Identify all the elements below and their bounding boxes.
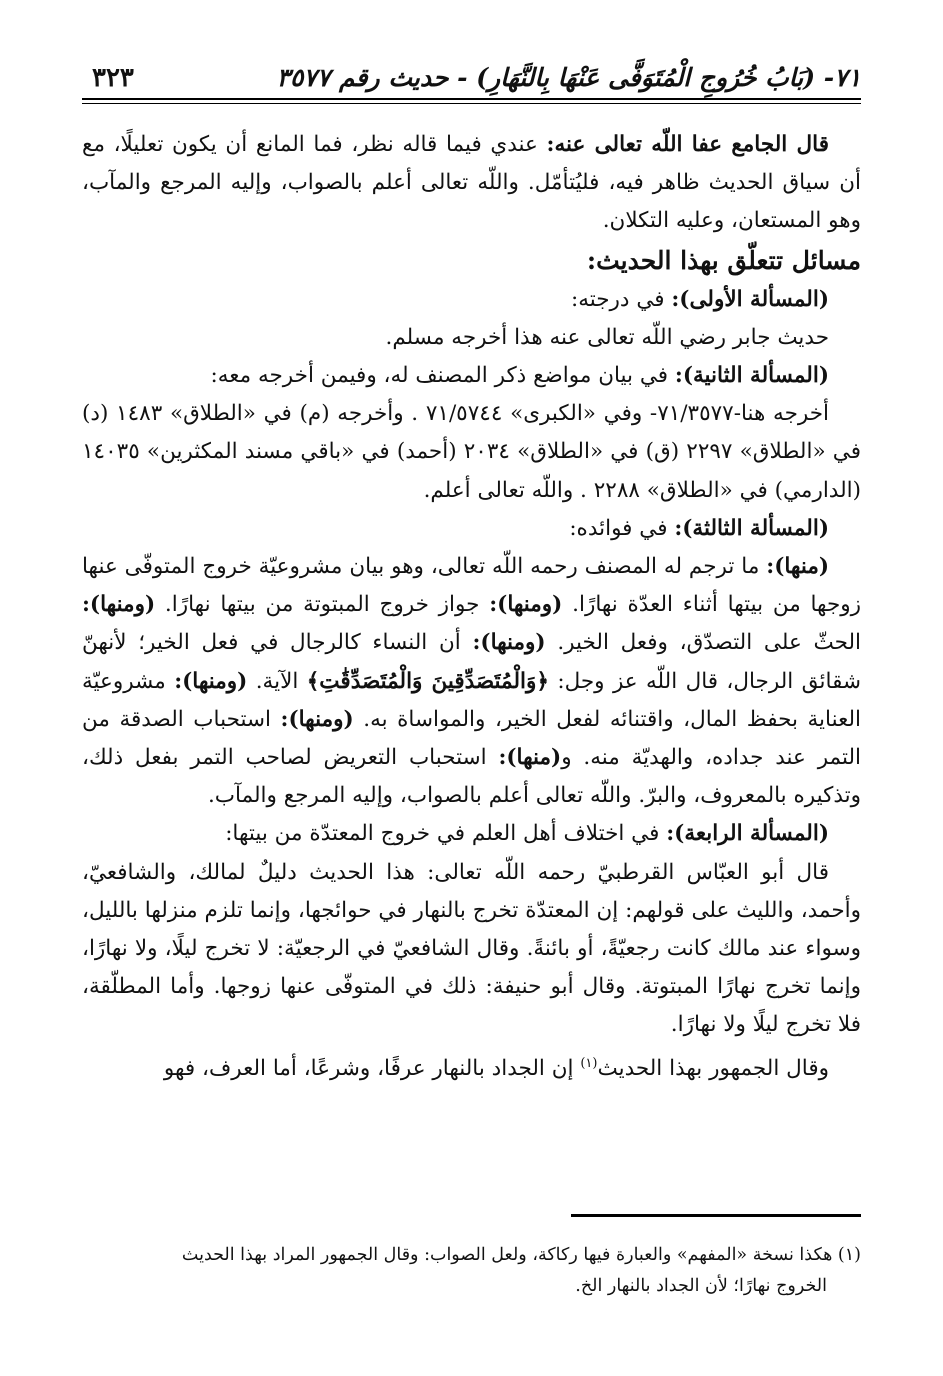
- question-3: [82, 510, 861, 548]
- page-number: ٣٢٣: [92, 63, 134, 93]
- footnote-ref[interactable]: (١): [580, 1055, 598, 1071]
- header-rule: [82, 98, 861, 104]
- final-paragraph: [82, 1045, 861, 1088]
- main-text: [82, 126, 861, 1088]
- benefit-label: (منها):: [766, 554, 830, 580]
- final-text-start: وقال الجمهور بهذا الحديث: [597, 1055, 829, 1081]
- question-2-label: (المسألة الثانية):: [674, 363, 829, 389]
- question-2: [82, 357, 861, 395]
- benefit-label: (ومنها):: [174, 668, 248, 694]
- footnote-line-1: (١) هكذا نسخة «المفهم» والعبارة فيها ركاكة، ولعل الصواب: وقال الجمهور المراد بهذا الحديث: [181, 1245, 861, 1265]
- question-1: [82, 281, 861, 319]
- benefit-text: ما ترجم له المصنف رحمه اللّه تعالى، وهو بيان مشروعيّة خروج المتوفّى عنها زوجها من بيتها أثناء العدّة نهارًا.: [82, 554, 861, 618]
- benefit-text: مشروعيّة العناية بحفظ المال، واقتنائه لفعل الخير، والمواساة به.: [82, 668, 861, 732]
- question-3-body: [82, 548, 861, 815]
- footnote: [82, 1240, 861, 1302]
- question-2-text: في بيان مواضع ذكر المصنف له، وفيمن أخرجه معه:: [210, 363, 669, 389]
- benefit-label: (منها):: [498, 745, 562, 771]
- question-4-body: قال أبو العبّاس القرطبيّ رحمه اللّه تعالى: هذا الحديث دليلٌ لمالك، والشافعيّ، وأحمد، والليث على قولهم: إن المعتدّة تخرج بالنهار في حوائجها، وإنما تلزم منزلها بالليل، وسواء عند مالك كانت رجعيّةً، أو بائنةً. وقال الشافعيّ في الرجعيّة: لا تخرج ليلًا، ولا نهارًا، وإنما تخرج نهارًا المبتوتة. وقال أبو حنيفة: ذلك في المتوفّى عنها زوجها. وأما المطلّقة، فلا تخرج ليلًا ولا نهارًا.: [82, 859, 861, 1038]
- benefit-label: (ومنها):: [472, 630, 546, 656]
- benefit-label: (ومنها):: [280, 706, 354, 732]
- question-1-body: حديث جابر رضي اللّه تعالى عنه هذا أخرجه مسلم.: [385, 324, 829, 350]
- question-4: [82, 815, 861, 853]
- chapter-title: ٧١- (بَابُ خُرُوجِ الْمُتَوَفَّى عَنْهَا بِالنَّهَارِ) - حديث رقم ٣٥٧٧: [276, 63, 861, 92]
- benefit-text: استحباب الصدقة من التمر عند جداده، والهديّة منه. و: [82, 706, 862, 771]
- question-1-label: (المسألة الأولى):: [671, 286, 829, 312]
- benefit-text: أن النساء كالرجال في فعل الخير؛ لأنهنّ شقائق الرجال، قال اللّه عز وجل:: [82, 630, 861, 694]
- footnote-rule: [571, 1214, 861, 1217]
- benefit-text: الحثّ على التصدّق، وفعل الخير.: [557, 630, 861, 656]
- quran-verse: ﴿وَالْمُتَصَدِّقِينَ وَالْمُتَصَدِّقَٰتِ﴾: [306, 668, 549, 694]
- intro-text: عندي فيما قاله نظر، فما المانع أن يكون تعليلًا، مع أن سياق الحديث ظاهر فيه، فليُتأمّل. واللّه تعالى أعلم بالصواب، وإليه المرجع والمآب، وهو المستعان، وعليه التكلان.: [82, 132, 861, 234]
- running-header: [82, 58, 861, 96]
- question-2-body: أخرجه هنا-٧١/٣٥٧٧- وفي «الكبرى» ٧١/٥٧٤٤ . وأخرجه (م) في «الطلاق» ١٤٨٣ (د) في «الطلاق» ٢٢٩٧ (ق) في «الطلاق» ٢٠٣٤ (أحمد) في «باقي مسند المكثرين» ١٤٠٣٥ (الدارمي) في «الطلاق» ٢٢٨٨ . واللّه تعالى أعلم.: [82, 401, 861, 503]
- compiler-label: قال الجامع عفا اللّه تعالى عنه:: [546, 132, 830, 157]
- question-4-text: في اختلاف أهل العلم في خروج المعتدّة من بيتها:: [225, 821, 660, 847]
- benefit-text: الآية.: [255, 668, 299, 694]
- final-text-end: إن الجداد بالنهار عرفًا، وشرعًا، أما العرف، فهو: [163, 1055, 574, 1081]
- benefit-label: (ومنها):: [82, 592, 156, 618]
- paragraph-intro: [82, 126, 861, 241]
- question-4-label: (المسألة الرابعة):: [666, 821, 829, 847]
- question-3-text: في فوائده:: [569, 515, 668, 541]
- question-1-text: في درجته:: [570, 286, 665, 312]
- benefit-label: (ومنها):: [489, 592, 563, 618]
- benefit-text: استحباب التعريض لصاحب التمر بفعل ذلك، وتذكيره بالمعروف، والبرّ. واللّه تعالى أعلم بالصواب، وإليه المرجع والمآب.: [82, 745, 861, 809]
- footnote-line-2: الخروج نهارًا؛ لأن الجداد بالنهار الخ.: [575, 1276, 827, 1296]
- benefit-text: جواز خروج المبتوتة من بيتها نهارًا.: [164, 592, 480, 618]
- section-title: مسائل تتعلّق بهذا الحديث:: [586, 245, 861, 275]
- question-3-label: (المسألة الثالثة):: [674, 515, 829, 541]
